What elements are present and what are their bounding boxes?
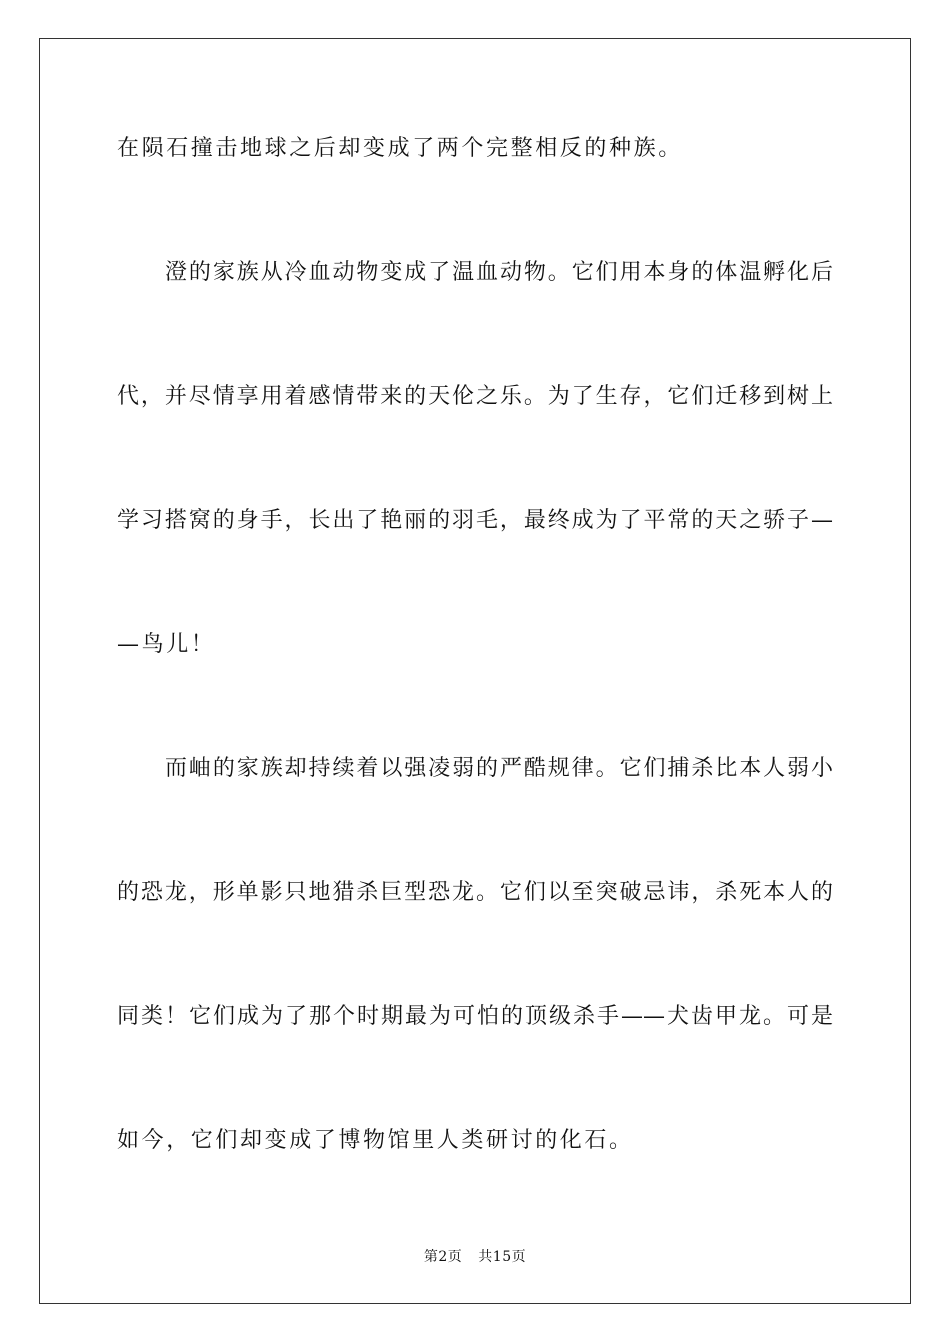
text-line: 澄的家族从冷血动物变成了温血动物。它们用本身的体温孵化后 [165, 260, 833, 285]
document-body [117, 118, 833, 1172]
page-total: 共15页 [478, 1249, 527, 1265]
line-gap [117, 304, 833, 366]
text-line: 学习搭窝的身手，长出了艳丽的羽毛，最终成为了平常的天之骄子— [117, 508, 833, 533]
line-gap [117, 1048, 833, 1110]
page-number: 第2页 [423, 1249, 463, 1265]
line-gap [117, 552, 833, 614]
line-gap [117, 800, 833, 862]
paragraph-gap [117, 180, 833, 242]
text-line: 代，并尽情享用着感情带来的天伦之乐。为了生存，它们迁移到树上 [117, 384, 833, 409]
page-footer [0, 1246, 950, 1266]
text-line: 在陨石撞击地球之后却变成了两个完整相反的种族。 [117, 136, 683, 161]
text-line: 而岫的家族却持续着以强凌弱的严酷规律。它们捕杀比本人弱小 [165, 756, 833, 781]
text-line: 同类！它们成为了那个时期最为可怕的顶级杀手——犬齿甲龙。可是 [117, 1004, 833, 1029]
text-line: 的恐龙，形单影只地猎杀巨型恐龙。它们以至突破忌讳，杀死本人的 [117, 880, 833, 905]
text-line: —鸟儿！ [117, 632, 216, 657]
line-gap [117, 924, 833, 986]
line-gap [117, 428, 833, 490]
paragraph-gap [117, 676, 833, 738]
text-line: 如今，它们却变成了博物馆里人类研讨的化石。 [117, 1128, 634, 1153]
